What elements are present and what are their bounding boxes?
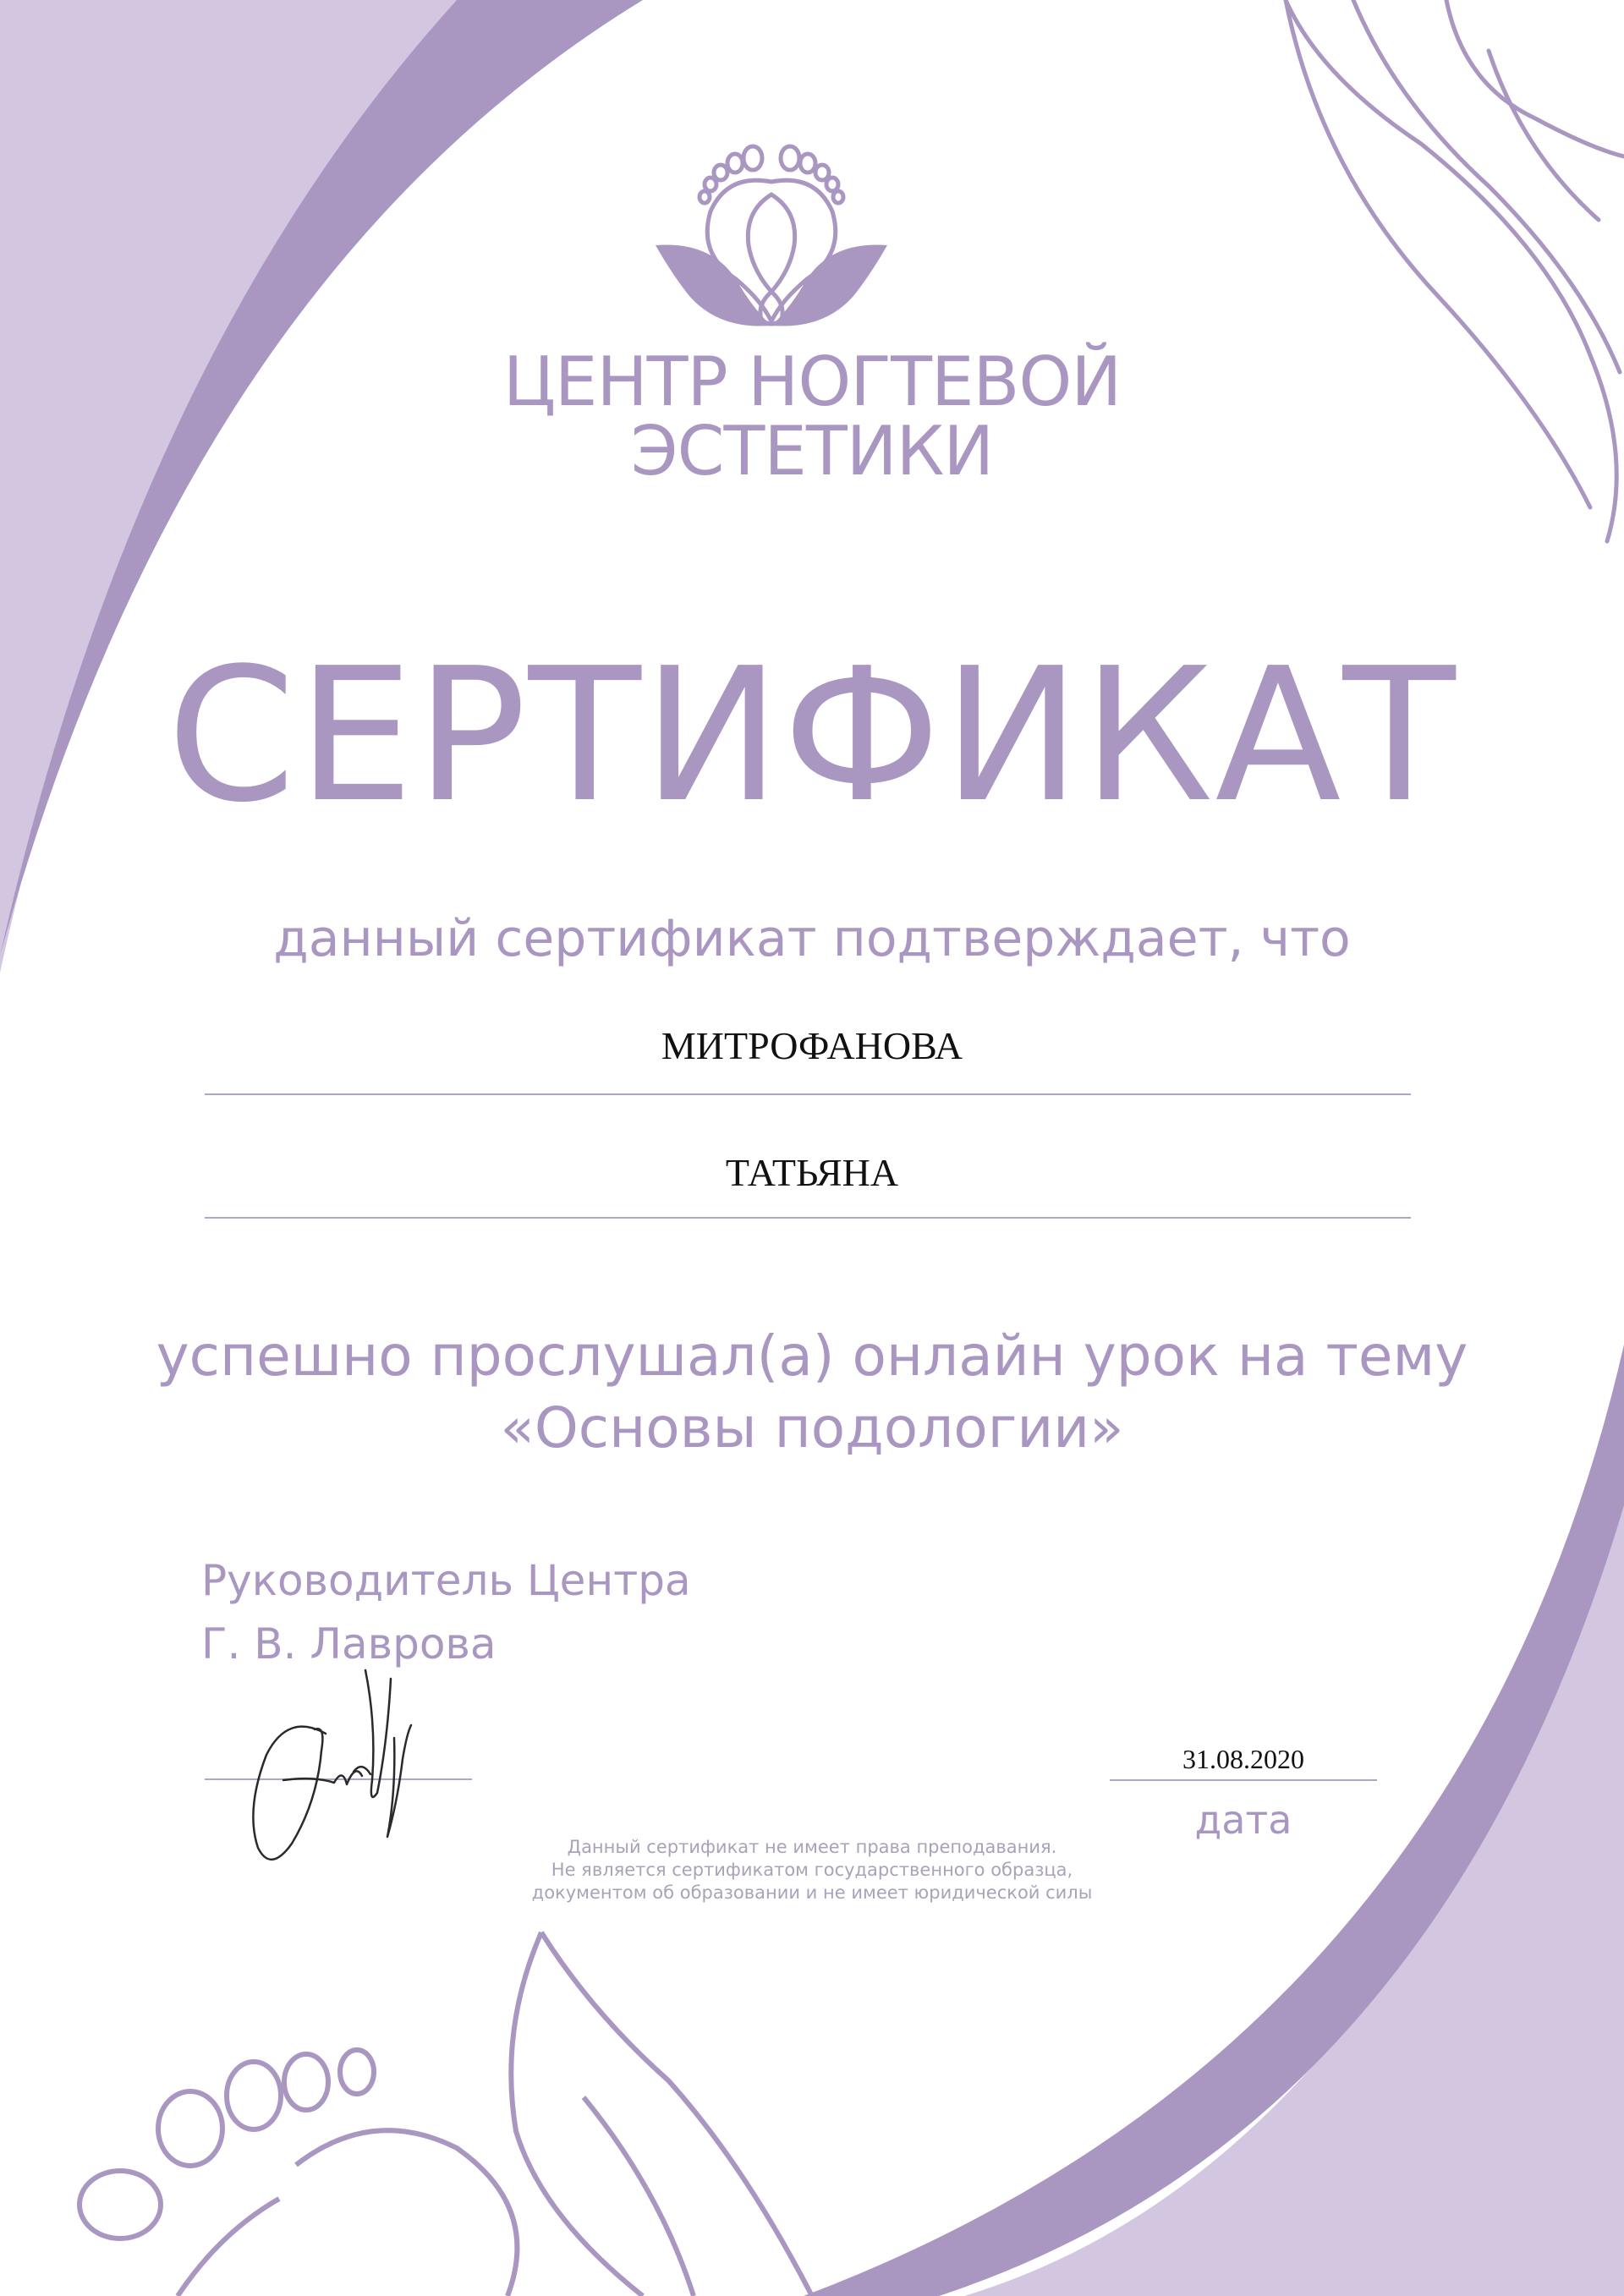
lotus-feet-logo xyxy=(0,0,1624,355)
signature-line xyxy=(205,1778,472,1780)
date-underline xyxy=(1110,1779,1377,1781)
disclaimer-line-3: документом об образовании и не имеет юридической силы xyxy=(531,1882,1093,1903)
course-statement: успешно прослушал(а) онлайн урок на тему xyxy=(156,1323,1468,1389)
certificate-subtitle: данный сертификат подтверждает, что xyxy=(273,909,1351,968)
certificate-title: СЕРТИФИКАТ xyxy=(167,629,1457,843)
disclaimer-line-2: Не является сертификатом государственного образца, xyxy=(551,1860,1073,1880)
date-label: дата xyxy=(1194,1797,1292,1843)
surname-underline xyxy=(205,1093,1411,1095)
director-name: Г. В. Лаврова xyxy=(201,1619,497,1669)
course-topic: «Основы подологии» xyxy=(500,1395,1124,1460)
director-role: Руководитель Центра xyxy=(201,1556,691,1605)
disclaimer-line-1: Данный сертификат не имеет права преподавания. xyxy=(567,1837,1057,1857)
brand-name-line1: ЦЕНТР НОГТЕВОЙ xyxy=(502,342,1122,421)
recipient-surname: МИТРОФАНОВА xyxy=(661,1024,963,1067)
foot-lineart-bottom-left xyxy=(80,1932,812,2296)
date-value: 31.08.2020 xyxy=(1182,1744,1304,1774)
recipient-first-name: ТАТЬЯНА xyxy=(725,1151,899,1194)
brand-name-line2: ЭСТЕТИКИ xyxy=(630,412,994,490)
first-name-underline xyxy=(205,1217,1411,1219)
